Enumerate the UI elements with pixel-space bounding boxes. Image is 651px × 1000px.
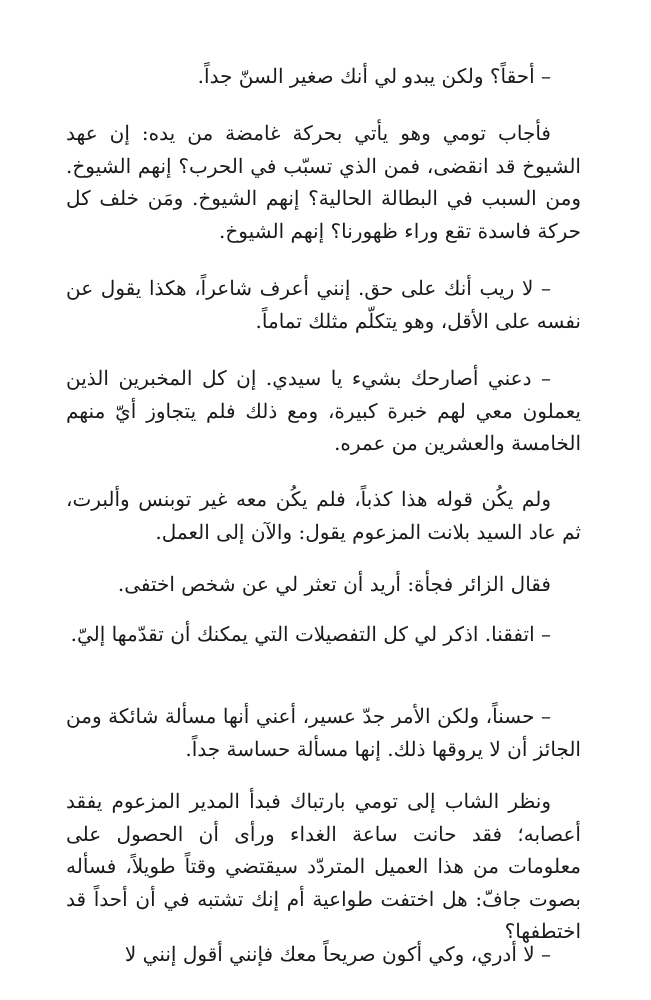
paragraph-6: فقال الزائر فجأة: أريد أن تعثر لي عن شخص اختفى. (117, 572, 551, 596)
paragraph-8: – حسناً، ولكن الأمر جدّ عسير، أعني أنها مسألة شائكة ومن الجائز أن لا يروقها ذلك. إنها مسألة حساسة جداً. (66, 704, 581, 761)
paragraph-2: فأجاب تومي وهو يأتي بحركة غامضة من يده: إن عهد الشيوخ قد انقضى، فمن الذي تسبّب في الحرب؟ إنهم الشيوخ. ومن السبب في البطالة الحالية؟ إنهم الشيوخ. ومَن خلف كل حركة فاسدة تقع وراء ظهورنا؟ إنهم الشيوخ. (66, 121, 581, 243)
paragraph-5: ولم يكُن قوله هذا كذباً، فلم يكُن معه غير توبنس وألبرت، ثم عاد السيد بلانت المزعوم يقول: والآن إلى العمل. (66, 487, 581, 544)
paragraph-7: – اتفقنا. اذكر لي كل التفصيلات التي يمكنك أن تقدّمها إليّ. (70, 622, 551, 646)
paragraph-9: ونظر الشاب إلى تومي بارتباك فبدأ المدير المزعوم يفقد أعصابه؛ فقد حانت ساعة الغداء ورأى أن الحصول على معلومات من هذا العميل المتردّد سيقتضي وقتاً طويلاً، فسأله بصوت جافّ: هل اختفت طواعية أم إنك تشتبه في أن أحداً قد اختطفها؟ (66, 789, 581, 943)
paragraph-10: – لا أدري، وكي أكون صريحاً معك فإنني أقول إنني لا (124, 942, 551, 966)
paragraph-3: – لا ريب أنك على حق. إنني أعرف شاعراً، هكذا يقول عن نفسه على الأقل، وهو يتكلّم مثلك تماماً. (66, 276, 581, 333)
paragraph-1: – أحقاً؟ ولكن يبدو لي أنك صغير السنّ جداً. (197, 64, 551, 88)
paragraph-4: – دعني أصارحك بشيء يا سيدي. إن كل المخبرين الذين يعملون معي لهم خبرة كبيرة، ومع ذلك فلم يتجاوز أيّ منهم الخامسة والعشرين من عمره. (66, 366, 581, 455)
